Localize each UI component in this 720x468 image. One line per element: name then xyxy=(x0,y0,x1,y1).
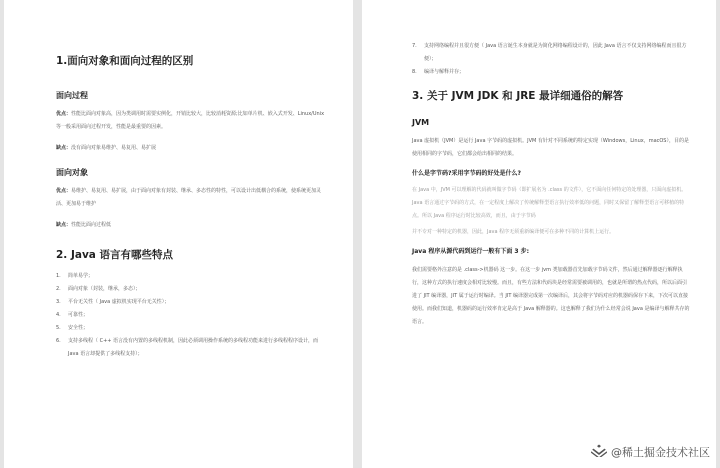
pros-text: 易维护、易复用、易扩展，由于面向对象有封装、继承、多态性的特性，可以设计出低耦合的系统，使系统更加灵活、更加易于维护 xyxy=(56,188,322,207)
list-item-number: 1. xyxy=(56,273,61,279)
cons-text: 性能比面向过程低 xyxy=(71,222,112,228)
heading-jvm: JVM xyxy=(412,118,430,127)
list-item xyxy=(56,322,325,335)
pros-label: 优点： xyxy=(56,188,72,194)
list-item xyxy=(56,309,325,322)
cons-text: 没有面向对象易维护、易复用、易扩展 xyxy=(71,145,157,151)
list-item xyxy=(56,296,325,309)
list-item-number: 7. xyxy=(412,43,417,49)
list-item xyxy=(56,335,325,361)
section-title-java-features: 2. Java 语言有哪些特点 xyxy=(56,249,174,261)
document-page-left xyxy=(4,0,353,468)
cons-label: 缺点： xyxy=(56,145,72,151)
bytecode-paragraph: 在 Java 中，JVM 可以理解的代码就叫做字节码（即扩展名为 .class 的文件），它不面向任何特定的处理器，只面向虚拟机。Java 语言通过字节码的方式，在一定程度上解决了传统解释型语言执行效率低的问题，同时又保留了解释型语言可移植的特点。所以 Java 程序运行时比较高效，而且，由于字节码 xyxy=(412,187,687,219)
oop-pros xyxy=(56,185,325,211)
bytecode-question: 什么是字节码?采用字节码的好处是什么? xyxy=(412,170,521,177)
bytecode-paragraph-cont: 并不专对一种特定的机器，因此，Java 程序无须重新编译便可在多种不同的计算机上运行。 xyxy=(412,229,615,235)
process-heading: Java 程序从源代码到运行一般有下面 3 步: xyxy=(412,248,530,255)
section-title-oop-vs-procedural: 1.面向对象和面向过程的区别 xyxy=(56,55,194,67)
list-item-text: 支持网络编程并且很方便（ Java 语言诞生本身就是为简化网络编程设计的，因此 Java 语言不仅支持网络编程而且很方便）； xyxy=(424,43,687,62)
list-item-number: 2. xyxy=(56,286,61,292)
list-item-number: 3. xyxy=(56,299,61,305)
heading-procedural: 面向过程 xyxy=(56,91,88,100)
process-paragraph: 我们需要格外注意的是 .class->机器码 这一步。在这一步 jvm 类加载器首先加载字节码文件，然后通过解释器逐行解释执行，这种方式的执行速度会相对比较慢。而且，有些方法和代码块是经常需要被调用的，也就是所谓的热点代码，所以后面引进了 JIT 编译器，JIT 属于运行时编译。当 JIT 编译器完成第一次编译后，其会将字节码对应的机器码保存下来，下次可以直接使用。而我们知道，机器码的运行效率肯定是高于 Java 解释器的。这也解释了我们为什么经常会说 Java 是编译与解释共存的语言。 xyxy=(412,267,690,325)
oop-cons xyxy=(56,219,325,232)
list-item-text: 简单易学； xyxy=(68,273,94,279)
pros-label: 优点： xyxy=(56,111,72,117)
procedural-cons xyxy=(56,142,325,155)
list-item-number: 4. xyxy=(56,312,61,318)
list-item-text: 面向对象（封装，继承，多态）； xyxy=(68,286,141,292)
list-item-text: 安全性； xyxy=(68,325,89,331)
cons-label: 缺点： xyxy=(56,222,72,228)
list-item-text: 可靠性； xyxy=(68,312,89,318)
jvm-intro-paragraph: Java 虚拟机（JVM）是运行 Java 字节码的虚拟机。JVM 有针对不同系统的特定实现（Windows，Linux，macOS），目的是使用相同的字节码，它们都会给出相同的结果。 xyxy=(412,138,689,157)
list-item-number: 8. xyxy=(412,69,417,75)
list-item xyxy=(56,270,325,283)
list-item-number: 6. xyxy=(56,338,61,344)
list-item xyxy=(412,66,690,79)
heading-oop: 面向对象 xyxy=(56,168,88,177)
java-features-list xyxy=(56,270,325,361)
juejin-logo-icon xyxy=(591,442,607,461)
list-item-text: 编译与解释并存； xyxy=(424,69,465,75)
watermark-text: @稀土掘金技术社区 xyxy=(611,445,710,459)
pros-text: 性能比面向对象高，因为类调用时需要实例化，开销比较大，比较消耗资源;比如单片机、嵌入式开发、Linux/Unix 等一般采用面向过程开发，性能是最重要的因素。 xyxy=(56,111,325,130)
procedural-pros xyxy=(56,108,325,134)
watermark xyxy=(587,441,714,462)
list-item xyxy=(412,40,690,66)
document-page-right xyxy=(362,0,716,468)
list-item-text: 平台无关性（ Java 虚拟机实现平台无关性）； xyxy=(68,299,170,305)
section-title-jvm-jdk-jre: 3. 关于 JVM JDK 和 JRE 最详细通俗的解答 xyxy=(412,90,624,102)
list-item-text: 支持多线程（ C++ 语言没有内置的多线程机制，因此必须调用操作系统的多线程功能来进行多线程程序设计，而 Java 语言却提供了多线程支持）； xyxy=(68,338,319,357)
list-item xyxy=(56,283,325,296)
java-features-list-continued xyxy=(412,40,690,79)
list-item-number: 5. xyxy=(56,325,61,331)
